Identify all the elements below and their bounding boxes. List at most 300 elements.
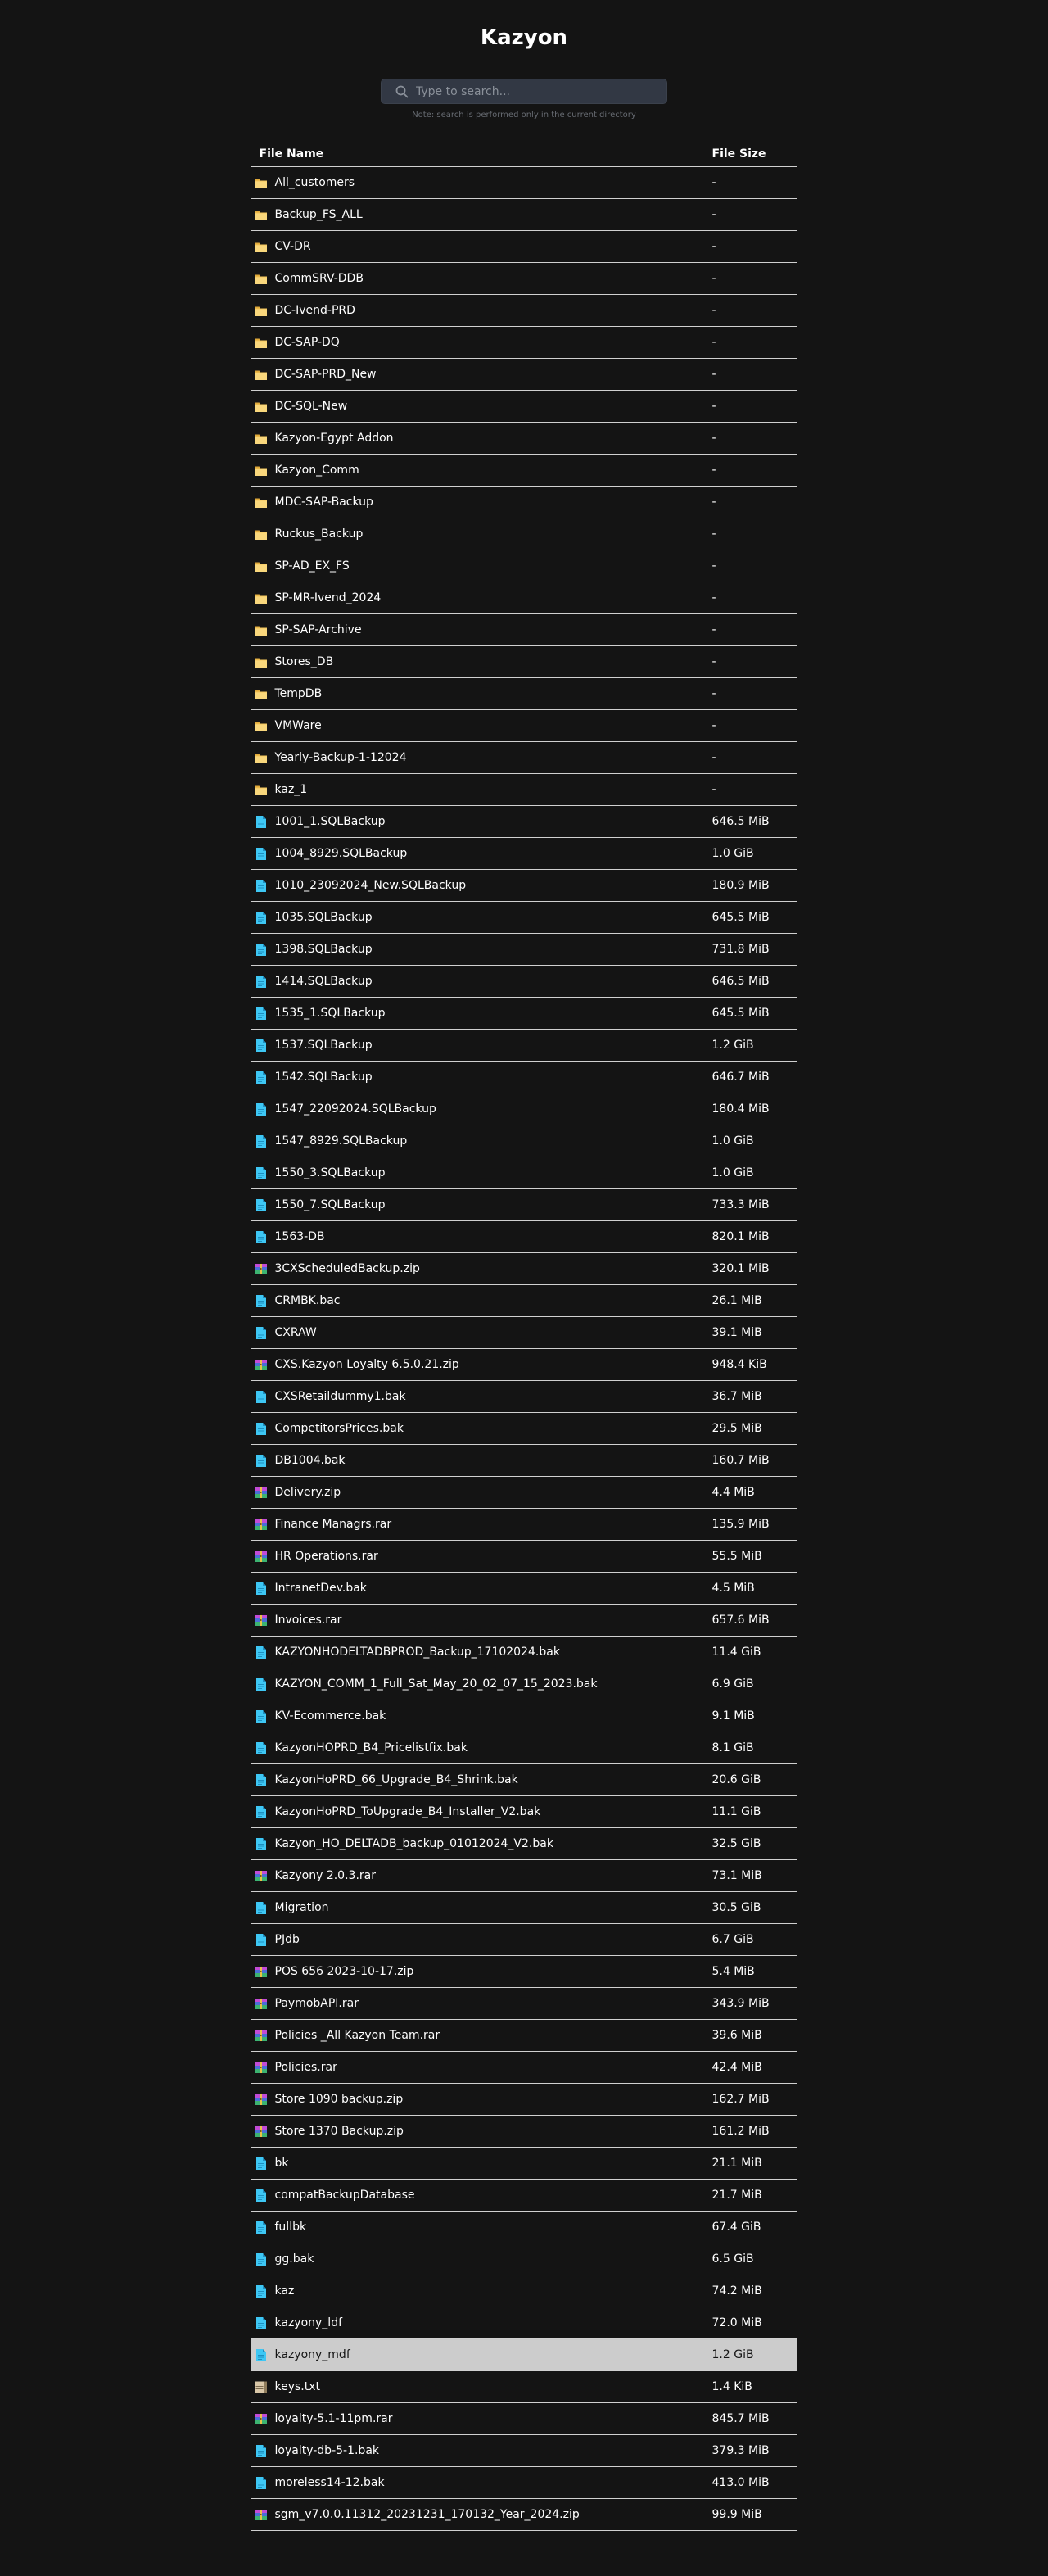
search-input[interactable]: [381, 79, 667, 104]
file-link[interactable]: KV-Ecommerce.bak: [274, 1709, 386, 1723]
table-row[interactable]: [251, 199, 797, 231]
file-name-cell: [251, 550, 712, 582]
file-name-cell: [251, 1093, 712, 1125]
file-name-cell: [251, 295, 712, 327]
file-table: [251, 141, 797, 2531]
file-icon: [254, 911, 268, 925]
file-link[interactable]: CXSRetaildummy1.bak: [274, 1390, 406, 1403]
table-row[interactable]: [251, 2499, 797, 2531]
table-row[interactable]: [251, 1828, 797, 1860]
file-link[interactable]: SP-SAP-Archive: [274, 623, 362, 636]
file-icon: [254, 2476, 268, 2490]
file-size-cell: 6.7 GiB: [712, 1924, 797, 1956]
file-size-cell: 73.1 MiB: [712, 1860, 797, 1892]
table-row[interactable]: [251, 391, 797, 423]
file-name-cell: [251, 1637, 712, 1668]
table-row[interactable]: [251, 1157, 797, 1189]
file-link[interactable]: VMWare: [274, 719, 322, 732]
file-name-cell: [251, 1700, 712, 1732]
table-row[interactable]: [251, 1541, 797, 1573]
file-link[interactable]: loyalty-5.1-11pm.rar: [274, 2412, 393, 2425]
table-row[interactable]: [251, 742, 797, 774]
file-size-cell: 948.4 KiB: [712, 1349, 797, 1381]
file-icon: [254, 815, 268, 829]
file-link[interactable]: compatBackupDatabase: [274, 2189, 415, 2202]
file-name-cell: [251, 1349, 712, 1381]
table-row[interactable]: [251, 966, 797, 998]
file-size-cell: 646.5 MiB: [712, 966, 797, 998]
file-name-cell: [251, 614, 712, 646]
folder-icon: [254, 272, 268, 286]
file-name-cell: [251, 1573, 712, 1605]
file-link[interactable]: CommSRV-DDB: [274, 272, 364, 285]
file-name-cell: [251, 870, 712, 902]
file-link[interactable]: SP-AD_EX_FS: [274, 559, 350, 573]
file-icon: [254, 1741, 268, 1755]
folder-icon: [254, 783, 268, 797]
file-size-cell: 161.2 MiB: [712, 2116, 797, 2148]
table-row[interactable]: [251, 1253, 797, 1285]
file-size-cell: 5.4 MiB: [712, 1956, 797, 1988]
file-icon: [254, 1230, 268, 1244]
file-name-cell: [251, 327, 712, 359]
file-link[interactable]: DC-SAP-PRD_New: [274, 368, 377, 381]
folder-icon: [254, 304, 268, 318]
file-link[interactable]: kazyony_ldf: [274, 2316, 343, 2329]
file-link[interactable]: Migration: [274, 1901, 329, 1914]
table-row[interactable]: [251, 1093, 797, 1125]
table-row[interactable]: [251, 1062, 797, 1093]
file-icon: [254, 1837, 268, 1851]
folder-icon: [254, 559, 268, 573]
file-size-cell: 1.4 KiB: [712, 2371, 797, 2403]
folder-icon: [254, 240, 268, 254]
archive-icon: [254, 1997, 268, 2011]
archive-icon: [254, 1550, 268, 1564]
file-name-cell: [251, 1541, 712, 1573]
file-name-cell: [251, 2084, 712, 2116]
file-icon: [254, 1294, 268, 1308]
file-name-cell: [251, 1828, 712, 1860]
file-size-cell: -: [712, 582, 797, 614]
file-name-cell: [251, 1796, 712, 1828]
file-size-cell: 731.8 MiB: [712, 934, 797, 966]
table-row[interactable]: [251, 1573, 797, 1605]
file-link[interactable]: 1010_23092024_New.SQLBackup: [274, 879, 467, 892]
file-link[interactable]: 1535_1.SQLBackup: [274, 1007, 386, 1020]
file-link[interactable]: gg.bak: [274, 2252, 314, 2266]
table-row[interactable]: [251, 1030, 797, 1062]
table-row[interactable]: [251, 1924, 797, 1956]
file-link[interactable]: CXRAW: [274, 1326, 317, 1339]
file-link[interactable]: Kazyony 2.0.3.rar: [274, 1869, 376, 1882]
table-row[interactable]: [251, 902, 797, 934]
file-link[interactable]: Ruckus_Backup: [274, 527, 364, 541]
table-row[interactable]: [251, 2243, 797, 2275]
column-header-file-size[interactable]: File Size: [712, 141, 797, 167]
table-row[interactable]: [251, 1221, 797, 1253]
file-link[interactable]: CompetitorsPrices.bak: [274, 1422, 404, 1435]
file-icon: [254, 2444, 268, 2458]
file-size-cell: -: [712, 327, 797, 359]
file-link[interactable]: loyalty-db-5-1.bak: [274, 2444, 380, 2457]
file-link[interactable]: 1001_1.SQLBackup: [274, 815, 386, 828]
table-row[interactable]: [251, 2307, 797, 2339]
table-row[interactable]: [251, 1189, 797, 1221]
file-size-cell: 32.5 GiB: [712, 1828, 797, 1860]
folder-icon: [254, 368, 268, 382]
file-name-cell: [251, 2467, 712, 2499]
table-row[interactable]: [251, 2403, 797, 2435]
table-row[interactable]: [251, 1605, 797, 1637]
file-link[interactable]: MDC-SAP-Backup: [274, 496, 373, 509]
file-link[interactable]: Invoices.rar: [274, 1614, 342, 1627]
table-row[interactable]: [251, 423, 797, 455]
file-size-cell: -: [712, 423, 797, 455]
table-row[interactable]: [251, 359, 797, 391]
file-link[interactable]: keys.txt: [274, 2380, 321, 2393]
file-link[interactable]: Yearly-Backup-1-12024: [274, 751, 407, 764]
table-row[interactable]: [251, 455, 797, 487]
file-icon: [254, 1198, 268, 1212]
table-row[interactable]: [251, 838, 797, 870]
file-name-cell: [251, 774, 712, 806]
file-link[interactable]: Kazyon_Comm: [274, 464, 359, 477]
file-size-cell: 413.0 MiB: [712, 2467, 797, 2499]
table-row[interactable]: [251, 263, 797, 295]
file-name-cell: [251, 710, 712, 742]
file-size-cell: -: [712, 710, 797, 742]
file-icon: [254, 1677, 268, 1691]
file-name-cell: [251, 2212, 712, 2243]
table-row[interactable]: [251, 167, 797, 199]
file-link[interactable]: sgm_v7.0.0.11312_20231231_170132_Year_2024.zip: [274, 2508, 580, 2521]
table-row[interactable]: [251, 2084, 797, 2116]
file-link[interactable]: moreless14-12.bak: [274, 2476, 385, 2489]
file-size-cell: 1.2 GiB: [712, 2339, 797, 2371]
file-link[interactable]: 1414.SQLBackup: [274, 975, 373, 988]
file-name-cell: [251, 263, 712, 295]
file-link[interactable]: DC-Ivend-PRD: [274, 304, 355, 317]
file-link[interactable]: KazyonHoPRD_66_Upgrade_B4_Shrink.bak: [274, 1773, 518, 1786]
file-link[interactable]: 1035.SQLBackup: [274, 911, 373, 924]
file-name-cell: [251, 2403, 712, 2435]
file-link[interactable]: KazyonHOPRD_B4_Pricelistfix.bak: [274, 1741, 468, 1754]
file-link[interactable]: IntranetDev.bak: [274, 1582, 367, 1595]
file-icon: [254, 1454, 268, 1468]
file-size-cell: 26.1 MiB: [712, 1285, 797, 1317]
table-row[interactable]: [251, 806, 797, 838]
file-name-cell: [251, 2052, 712, 2084]
file-size-cell: -: [712, 455, 797, 487]
table-row[interactable]: [251, 2212, 797, 2243]
table-row[interactable]: [251, 1381, 797, 1413]
file-link[interactable]: CRMBK.bac: [274, 1294, 341, 1307]
file-name-cell: [251, 1157, 712, 1189]
archive-icon: [254, 2061, 268, 2075]
file-link[interactable]: Delivery.zip: [274, 1486, 341, 1499]
file-icon: [254, 2157, 268, 2171]
folder-icon: [254, 208, 268, 222]
file-name-cell: [251, 1253, 712, 1285]
table-row[interactable]: [251, 1445, 797, 1477]
file-size-cell: 646.7 MiB: [712, 1062, 797, 1093]
table-row[interactable]: [251, 1349, 797, 1381]
table-row[interactable]: [251, 1796, 797, 1828]
table-row[interactable]: [251, 1732, 797, 1764]
table-row[interactable]: [251, 2435, 797, 2467]
file-link[interactable]: 1550_7.SQLBackup: [274, 1198, 386, 1211]
file-size-cell: 9.1 MiB: [712, 1700, 797, 1732]
file-size-cell: -: [712, 391, 797, 423]
file-link[interactable]: KAZYONHODELTADBPROD_Backup_17102024.bak: [274, 1646, 560, 1659]
table-row[interactable]: [251, 710, 797, 742]
table-row[interactable]: [251, 1892, 797, 1924]
file-link[interactable]: fullbk: [274, 2221, 307, 2234]
file-size-cell: 39.6 MiB: [712, 2020, 797, 2052]
table-row[interactable]: [251, 934, 797, 966]
file-size-cell: 42.4 MiB: [712, 2052, 797, 2084]
file-link[interactable]: KazyonHoPRD_ToUpgrade_B4_Installer_V2.bak: [274, 1805, 541, 1818]
file-link[interactable]: POS 656 2023-10-17.zip: [274, 1965, 414, 1978]
file-size-cell: -: [712, 614, 797, 646]
table-row[interactable]: [251, 774, 797, 806]
file-name-cell: [251, 2180, 712, 2212]
column-header-file-name[interactable]: File Name: [251, 141, 712, 167]
file-link[interactable]: DC-SAP-DQ: [274, 336, 340, 349]
file-link[interactable]: 1547_8929.SQLBackup: [274, 1134, 408, 1148]
file-name-cell: [251, 1860, 712, 1892]
file-icon: [254, 1166, 268, 1180]
table-row[interactable]: [251, 998, 797, 1030]
file-link[interactable]: DB1004.bak: [274, 1454, 346, 1467]
file-name-cell: [251, 359, 712, 391]
table-row[interactable]: [251, 1988, 797, 2020]
folder-icon: [254, 336, 268, 350]
file-name-cell: [251, 902, 712, 934]
file-link[interactable]: bk: [274, 2157, 289, 2170]
table-row[interactable]: [251, 550, 797, 582]
file-size-cell: 72.0 MiB: [712, 2307, 797, 2339]
file-name-cell: [251, 1189, 712, 1221]
file-link[interactable]: 1550_3.SQLBackup: [274, 1166, 386, 1179]
file-link[interactable]: Policies.rar: [274, 2061, 337, 2074]
file-link[interactable]: 1004_8929.SQLBackup: [274, 847, 408, 860]
table-row[interactable]: [251, 2052, 797, 2084]
file-name-cell: [251, 2307, 712, 2339]
file-icon: [254, 1102, 268, 1116]
file-size-cell: 20.6 GiB: [712, 1764, 797, 1796]
table-row[interactable]: [251, 1317, 797, 1349]
file-icon: [254, 1007, 268, 1021]
table-row[interactable]: [251, 1764, 797, 1796]
file-size-cell: -: [712, 678, 797, 710]
file-name-cell: [251, 1988, 712, 2020]
file-size-cell: 160.7 MiB: [712, 1445, 797, 1477]
table-row[interactable]: [251, 2371, 797, 2403]
table-row[interactable]: [251, 1700, 797, 1732]
file-name-cell: [251, 2020, 712, 2052]
file-link[interactable]: 3CXScheduledBackup.zip: [274, 1262, 420, 1275]
file-icon: [254, 2284, 268, 2298]
file-icon: [254, 975, 268, 989]
table-row[interactable]: [251, 1125, 797, 1157]
table-row[interactable]: [251, 2180, 797, 2212]
file-name-cell: [251, 199, 712, 231]
file-link[interactable]: PJdb: [274, 1933, 300, 1946]
table-row[interactable]: [251, 1637, 797, 1668]
file-link[interactable]: kaz: [274, 2284, 295, 2298]
file-name-cell: [251, 2499, 712, 2531]
archive-icon: [254, 1869, 268, 1883]
file-size-cell: -: [712, 167, 797, 199]
file-icon: [254, 2189, 268, 2203]
folder-icon: [254, 687, 268, 701]
file-size-cell: 645.5 MiB: [712, 998, 797, 1030]
file-link[interactable]: CV-DR: [274, 240, 311, 253]
file-size-cell: 4.5 MiB: [712, 1573, 797, 1605]
file-link[interactable]: 1398.SQLBackup: [274, 943, 373, 956]
file-icon: [254, 1709, 268, 1723]
file-link[interactable]: Stores_DB: [274, 655, 334, 668]
file-icon: [254, 1039, 268, 1053]
file-size-cell: 6.5 GiB: [712, 2243, 797, 2275]
file-link[interactable]: Backup_FS_ALL: [274, 208, 363, 221]
page-header: [0, 0, 1048, 120]
search-icon: [395, 85, 409, 98]
file-name-cell: [251, 1892, 712, 1924]
search-note: Note: search is performed only in the current directory: [412, 111, 636, 120]
table-row[interactable]: [251, 2116, 797, 2148]
file-size-cell: -: [712, 295, 797, 327]
archive-icon: [254, 1486, 268, 1500]
file-link[interactable]: 1537.SQLBackup: [274, 1039, 373, 1052]
table-row[interactable]: [251, 1956, 797, 1988]
archive-icon: [254, 2125, 268, 2139]
file-link[interactable]: SP-MR-Ivend_2024: [274, 591, 382, 604]
file-size-cell: 1.0 GiB: [712, 1157, 797, 1189]
file-size-cell: 55.5 MiB: [712, 1541, 797, 1573]
table-row[interactable]: [251, 518, 797, 550]
file-link[interactable]: Finance Managrs.rar: [274, 1518, 392, 1531]
table-row[interactable]: [251, 678, 797, 710]
table-row[interactable]: [251, 1860, 797, 1892]
table-row[interactable]: [251, 2467, 797, 2499]
table-row[interactable]: [251, 2339, 797, 2371]
file-icon: [254, 1805, 268, 1819]
archive-icon: [254, 2093, 268, 2107]
file-link[interactable]: 1547_22092024.SQLBackup: [274, 1102, 436, 1116]
file-size-cell: -: [712, 742, 797, 774]
file-link[interactable]: PaymobAPI.rar: [274, 1997, 359, 2010]
table-row[interactable]: [251, 614, 797, 646]
archive-icon: [254, 2412, 268, 2426]
file-size-cell: 1.2 GiB: [712, 1030, 797, 1062]
file-size-cell: 6.9 GiB: [712, 1668, 797, 1700]
table-row[interactable]: [251, 2020, 797, 2052]
table-row[interactable]: [251, 1413, 797, 1445]
file-link[interactable]: Policies _All Kazyon Team.rar: [274, 2029, 440, 2042]
file-size-cell: 162.7 MiB: [712, 2084, 797, 2116]
table-row[interactable]: [251, 646, 797, 678]
file-size-cell: -: [712, 199, 797, 231]
file-link[interactable]: Kazyon_HO_DELTADB_backup_01012024_V2.bak: [274, 1837, 553, 1850]
file-size-cell: 320.1 MiB: [712, 1253, 797, 1285]
table-row[interactable]: [251, 327, 797, 359]
file-icon: [254, 1933, 268, 1947]
file-name-cell: [251, 1125, 712, 1157]
file-link[interactable]: 1542.SQLBackup: [274, 1071, 373, 1084]
file-name-cell: [251, 838, 712, 870]
table-row[interactable]: [251, 2275, 797, 2307]
file-name-cell: [251, 806, 712, 838]
file-name-cell: [251, 2339, 712, 2371]
file-name-cell: [251, 1445, 712, 1477]
file-link[interactable]: HR Operations.rar: [274, 1550, 378, 1563]
file-link[interactable]: CXS.Kazyon Loyalty 6.5.0.21.zip: [274, 1358, 459, 1371]
file-size-cell: -: [712, 646, 797, 678]
archive-icon: [254, 1262, 268, 1276]
file-link[interactable]: KAZYON_COMM_1_Full_Sat_May_20_02_07_15_2023.bak: [274, 1677, 598, 1691]
table-row[interactable]: [251, 487, 797, 518]
folder-icon: [254, 527, 268, 541]
file-link[interactable]: 1563-DB: [274, 1230, 325, 1243]
file-link[interactable]: kazyony_mdf: [274, 2348, 350, 2361]
file-link[interactable]: Store 1370 Backup.zip: [274, 2125, 404, 2138]
file-link[interactable]: TempDB: [274, 687, 323, 700]
folder-icon: [254, 176, 268, 190]
table-row[interactable]: [251, 1285, 797, 1317]
file-name-cell: [251, 678, 712, 710]
file-name-cell: [251, 1285, 712, 1317]
file-link[interactable]: All_customers: [274, 176, 355, 189]
file-size-cell: 30.5 GiB: [712, 1892, 797, 1924]
file-icon: [254, 1773, 268, 1787]
file-link[interactable]: DC-SQL-New: [274, 400, 348, 413]
file-name-cell: [251, 1668, 712, 1700]
table-row[interactable]: [251, 295, 797, 327]
file-size-cell: 29.5 MiB: [712, 1413, 797, 1445]
file-name-cell: [251, 1605, 712, 1637]
folder-icon: [254, 400, 268, 414]
archive-icon: [254, 1358, 268, 1372]
archive-icon: [254, 1614, 268, 1628]
file-name-cell: [251, 1509, 712, 1541]
file-link[interactable]: kaz_1: [274, 783, 308, 796]
file-size-cell: 74.2 MiB: [712, 2275, 797, 2307]
file-link[interactable]: Kazyon-Egypt Addon: [274, 432, 394, 445]
file-size-cell: 99.9 MiB: [712, 2499, 797, 2531]
table-row[interactable]: [251, 582, 797, 614]
file-size-cell: 645.5 MiB: [712, 902, 797, 934]
file-name-cell: [251, 998, 712, 1030]
file-name-cell: [251, 966, 712, 998]
table-row[interactable]: [251, 1668, 797, 1700]
folder-icon: [254, 591, 268, 605]
table-row[interactable]: [251, 870, 797, 902]
file-link[interactable]: Store 1090 backup.zip: [274, 2093, 404, 2106]
file-name-cell: [251, 1956, 712, 1988]
table-row[interactable]: [251, 231, 797, 263]
file-name-cell: [251, 1924, 712, 1956]
file-icon: [254, 879, 268, 893]
table-row[interactable]: [251, 1477, 797, 1509]
file-name-cell: [251, 1317, 712, 1349]
table-row[interactable]: [251, 1509, 797, 1541]
page-title: Kazyon: [480, 25, 568, 50]
table-row[interactable]: [251, 2148, 797, 2180]
file-size-cell: 646.5 MiB: [712, 806, 797, 838]
